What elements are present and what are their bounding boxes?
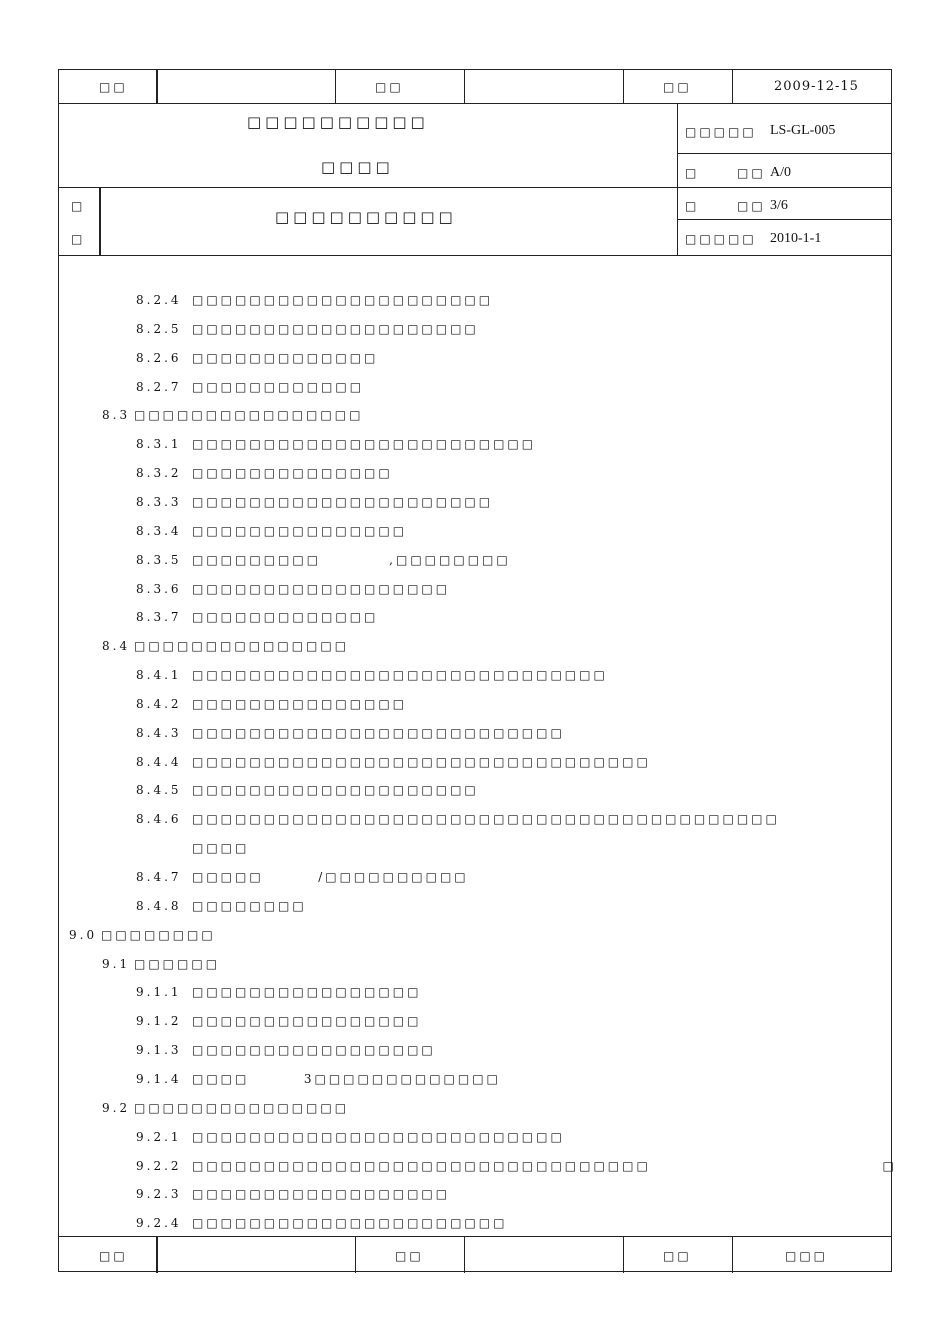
body-line [136,899,307,913]
doc-number-label: □□□□□ [685,125,757,139]
body-line [136,610,378,624]
clause-number: 8.4.4 [136,755,182,769]
body-line [136,1187,450,1201]
version-label: □ [685,166,700,180]
clause-text: □□□□□□□□□□□□□□□□□□ [192,582,451,596]
body-line [136,293,493,307]
effective-date-label: □□□□□ [685,232,757,246]
footer-approved-label: □□ [663,1249,692,1263]
body-line [136,783,479,797]
clause-number: 8.3.7 [136,610,182,624]
body-line [136,437,536,451]
body-line [136,697,407,711]
clause-text: □□□□□□ [134,957,221,971]
document-type: □□□□ [321,158,394,176]
clause-number: 9.1.2 [136,1014,182,1028]
body-line [102,408,363,422]
divider [59,1236,891,1237]
clause-text: □□□□□□□□□□□□□□□□□□□□□□ [192,1216,508,1230]
divider [156,1236,158,1273]
body-line [102,957,220,971]
clause-number: 8.2.6 [136,351,182,365]
divider [623,1236,624,1273]
body-line [136,755,651,769]
divider [59,255,891,256]
clause-number: 8.4.3 [136,726,182,740]
clause-text: □□□□□□□□ [192,899,307,913]
footer-value: □□□ [785,1249,829,1263]
clause-text: □□□□□□□□□□□□□□□□□□□□□□□□□□□□□□□□ [192,755,651,769]
clause-number: 8.3.1 [136,437,182,451]
clause-number: 8.4.2 [136,697,182,711]
document-page [58,69,897,1272]
body-line [136,495,493,509]
page-number: 3/6 [770,198,788,213]
clause-text: □□□□ [192,841,250,855]
clause-number: 9.1 [102,957,131,971]
clause-text: □□□□□□□□□□□□□□□□□□□□□□□□ [192,437,537,451]
clause-text: □□□□ 3□□□□□□□□□□□□□ [192,1072,501,1086]
divider [677,153,891,154]
divider [677,219,891,220]
clause-number: 8.2.7 [136,380,182,394]
date-label: □□ [663,80,692,94]
body-line [136,1014,421,1028]
body-line [136,380,364,394]
body-line [136,582,450,596]
clause-text: □□□□□□□□□□□□□□□ [134,1101,350,1115]
clause-number: 8.4.7 [136,870,182,884]
clause-number: 8.4.8 [136,899,182,913]
clause-number: 8.4.5 [136,783,182,797]
version-value: A/0 [770,165,791,180]
clause-number: 9.2.3 [136,1187,182,1201]
body-line [136,1072,501,1086]
body-line [69,928,216,942]
reviewed-by-label: □□ [375,80,404,94]
clause-text: □□□□□□□□□□□□□□□□ [134,408,364,422]
footer-prepared-label: □□ [99,1249,128,1263]
clause-text: □□□□□□□□□□□□□□□□ [192,1014,422,1028]
clause-text: □□□□□□□□□□□□□□ [192,466,393,480]
clause-text: □□□□□□□□□□□□□□□ [192,697,408,711]
clause-text: □□□□□ /□□□□□□□□□□ [192,870,469,884]
prepared-by-label: □□ [99,80,128,94]
clause-text: □□□□□□□□□□□□□□□□ [192,985,422,999]
clause-number: 8.3.6 [136,582,182,596]
body-line [136,1043,436,1057]
clause-number: 9.2.4 [136,1216,182,1230]
clause-number: 8.4 [102,639,131,653]
clause-text: □□□□□□□□ [101,928,216,942]
clause-text: □□□□□□□□□□□□□□□□□□□□ [192,322,479,336]
page-label-suffix: □□ [737,199,766,213]
body-line [136,726,565,740]
footer-reviewed-label: □□ [395,1249,424,1263]
document-subject: □□□□□□□□□□ [275,208,457,226]
body-line [136,841,249,855]
clause-text: □□□□□□□□□□□□□□□□□□□□ [192,783,479,797]
clause-text: □□□□□□□□□□□□□□□□□□□□□□□□□□ [192,726,565,740]
subject-side-label-bottom: □ [71,232,86,246]
clause-number: 9.2.1 [136,1130,182,1144]
effective-date: 2010-1-1 [770,231,822,246]
clause-text: □□□□□□□□□□□□□□□□□□□□□ [192,293,494,307]
body-line [136,985,421,999]
clause-number: 9.1.1 [136,985,182,999]
clause-number: 8.2.4 [136,293,182,307]
clause-text: □□□□□□□□□□□□□□□□□□ [192,1187,451,1201]
clause-number: 8.3.4 [136,524,182,538]
clause-text: □□□□□□□□□□□□□□□ [134,639,350,653]
divider [99,187,101,255]
body-line [136,351,378,365]
clause-text: □□□□□□□□□□□□□ [192,351,379,365]
clause-text: □□□□□□□□□□□□□□□□□□□□□□□□□□ [192,1130,565,1144]
clause-text: □□□□□□□□□□□□□□□□□ [192,1043,436,1057]
page-label: □ [685,199,700,213]
clause-text: □□□□□□□□□□□□□□□□□□□□□□□□□□□□□□□□□□□□□□□□□ [192,812,780,826]
divider [335,70,336,103]
doc-number: LS-GL-005 [770,123,836,138]
divider [59,103,891,104]
clause-text: □□□□□□□□□□□□□□□□□□□□□□□□□□□□□□□□ □ [192,1159,897,1173]
body-line [136,524,407,538]
body-line [136,1159,897,1173]
company-title: □□□□□□□□□□ [247,113,429,131]
clause-text: □□□□□□□□□□□□□ [192,610,379,624]
divider [464,70,465,103]
clause-number: 8.3.3 [136,495,182,509]
clause-text: □□□□□□□□□□□□□□□□□□□□□ [192,495,494,509]
divider [623,70,624,103]
clause-text: □□□□□□□□□□□□ [192,380,365,394]
body-line [102,1101,349,1115]
clause-text: □□□□□□□□□□□□□□□□□□□□□□□□□□□□□ [192,668,608,682]
body-line [136,322,479,336]
clause-text: □□□□□□□□□□□□□□□ [192,524,408,538]
divider [156,70,158,103]
divider [732,1236,733,1273]
divider [464,1236,465,1273]
body-line [136,1130,565,1144]
clause-number: 8.4.6 [136,812,182,826]
clause-number: 9.1.4 [136,1072,182,1086]
clause-number: 9.2 [102,1101,131,1115]
body-line [136,812,780,826]
clause-number: 8.3.5 [136,553,182,567]
clause-number: 8.3 [102,408,131,422]
body-line [136,553,511,567]
body-line [136,870,469,884]
version-label-suffix: □□ [737,166,766,180]
clause-number: 8.4.1 [136,668,182,682]
clause-number: 8.3.2 [136,466,182,480]
clause-number: 9.0 [69,928,98,942]
body-line [136,668,608,682]
clause-number: 9.1.3 [136,1043,182,1057]
divider [677,103,678,255]
clause-number: 8.2.5 [136,322,182,336]
subject-side-label-top: □ [71,199,86,213]
clause-number: 9.2.2 [136,1159,182,1173]
body-line [136,466,393,480]
body-line [136,1216,507,1230]
divider [59,187,891,188]
body-line [102,639,349,653]
clause-text: □□□□□□□□□ ,□□□□□□□□ [192,553,511,567]
divider [732,70,733,103]
issue-date: 2009-12-15 [774,79,859,94]
divider [355,1236,356,1273]
